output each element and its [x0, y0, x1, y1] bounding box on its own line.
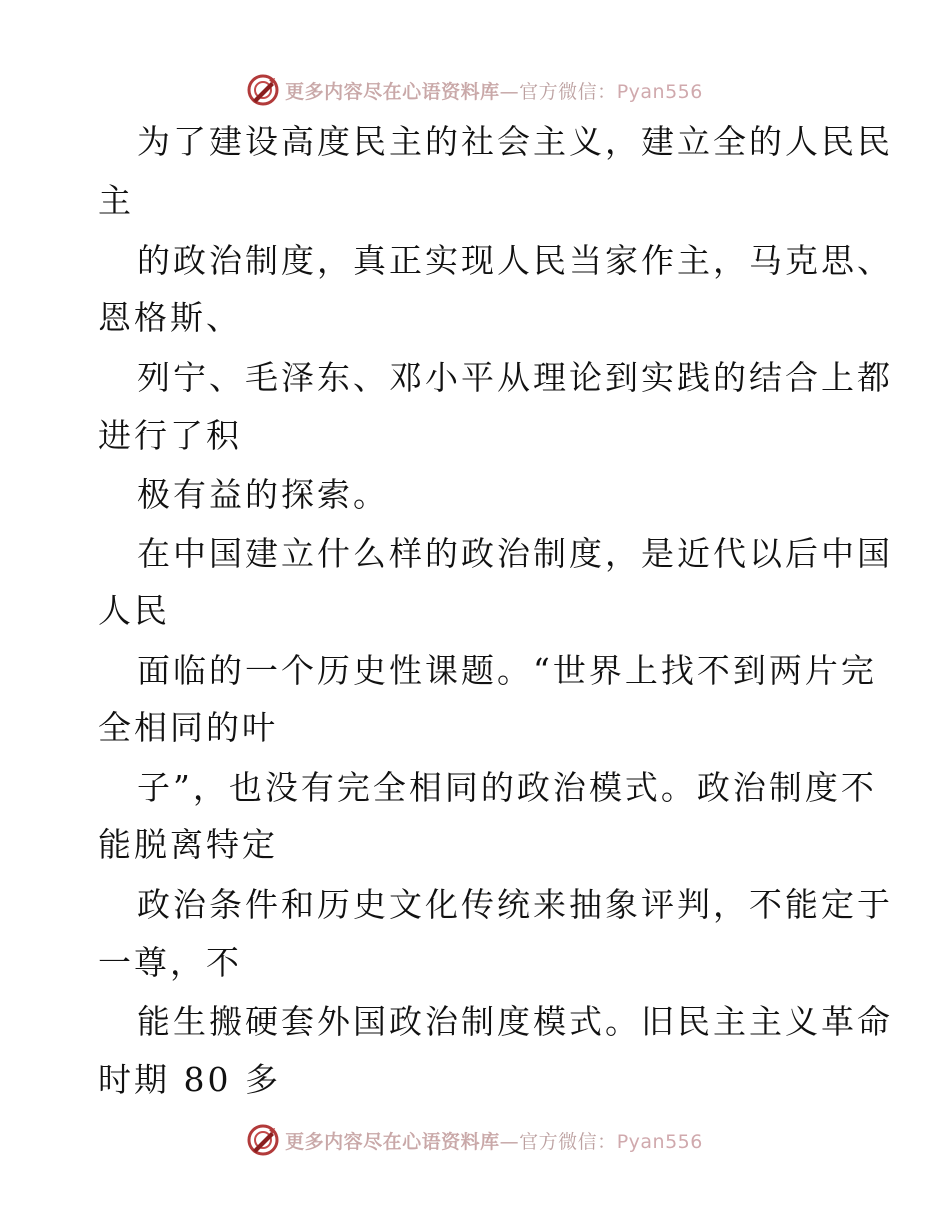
body-line: 极有益的探索。: [137, 475, 389, 514]
header-banner-dash: —: [499, 80, 520, 103]
body-line: 在中国建立什么样的政治制度，是近代以后中国: [137, 534, 893, 573]
body-line: 能生搬硬套外国政治制度模式。旧民主主义革命: [137, 1002, 893, 1041]
body-line: 主: [98, 181, 134, 220]
header-banner-main: 更多内容尽在心语资料库: [285, 80, 500, 103]
footer-banner-brand: Pyan556: [616, 1130, 703, 1153]
footer-banner-text: [285, 1127, 703, 1154]
body-line: 列宁、毛泽东、邓小平从理论到实践的结合上都: [137, 358, 893, 397]
logo-icon: [247, 74, 279, 106]
footer-banner: [0, 1120, 950, 1160]
body-line: 政治条件和历史文化传统来抽象评判，不能定于: [137, 885, 893, 924]
body-line: 人民: [98, 591, 170, 630]
body-line: 时期 80 多: [98, 1060, 281, 1099]
body-line: 面临的一个历史性课题。“世界上找不到两片完: [137, 651, 877, 690]
body-line: 的政治制度，真正实现人民当家作主，马克思、: [137, 241, 893, 280]
header-banner-wechat: 官方微信：: [519, 80, 617, 103]
footer-banner-main: 更多内容尽在心语资料库: [285, 1130, 500, 1153]
body-line: 进行了积: [98, 416, 242, 455]
body-line: 为了建设高度民主的社会主义，建立全的人民民: [137, 122, 893, 161]
header-banner-text: [285, 77, 703, 104]
body-line: 能脱离特定: [98, 825, 278, 864]
header-banner: [0, 70, 950, 110]
body-line: 一尊，不: [98, 943, 242, 982]
logo-icon: [247, 1124, 279, 1156]
footer-banner-wechat: 官方微信：: [519, 1130, 617, 1153]
body-line: 恩格斯、: [98, 298, 242, 337]
footer-banner-dash: —: [499, 1130, 520, 1153]
body-line: 全相同的叶: [98, 708, 278, 747]
body-line: 子”，也没有完全相同的政治模式。政治制度不: [137, 768, 877, 807]
header-banner-brand: Pyan556: [616, 80, 703, 103]
